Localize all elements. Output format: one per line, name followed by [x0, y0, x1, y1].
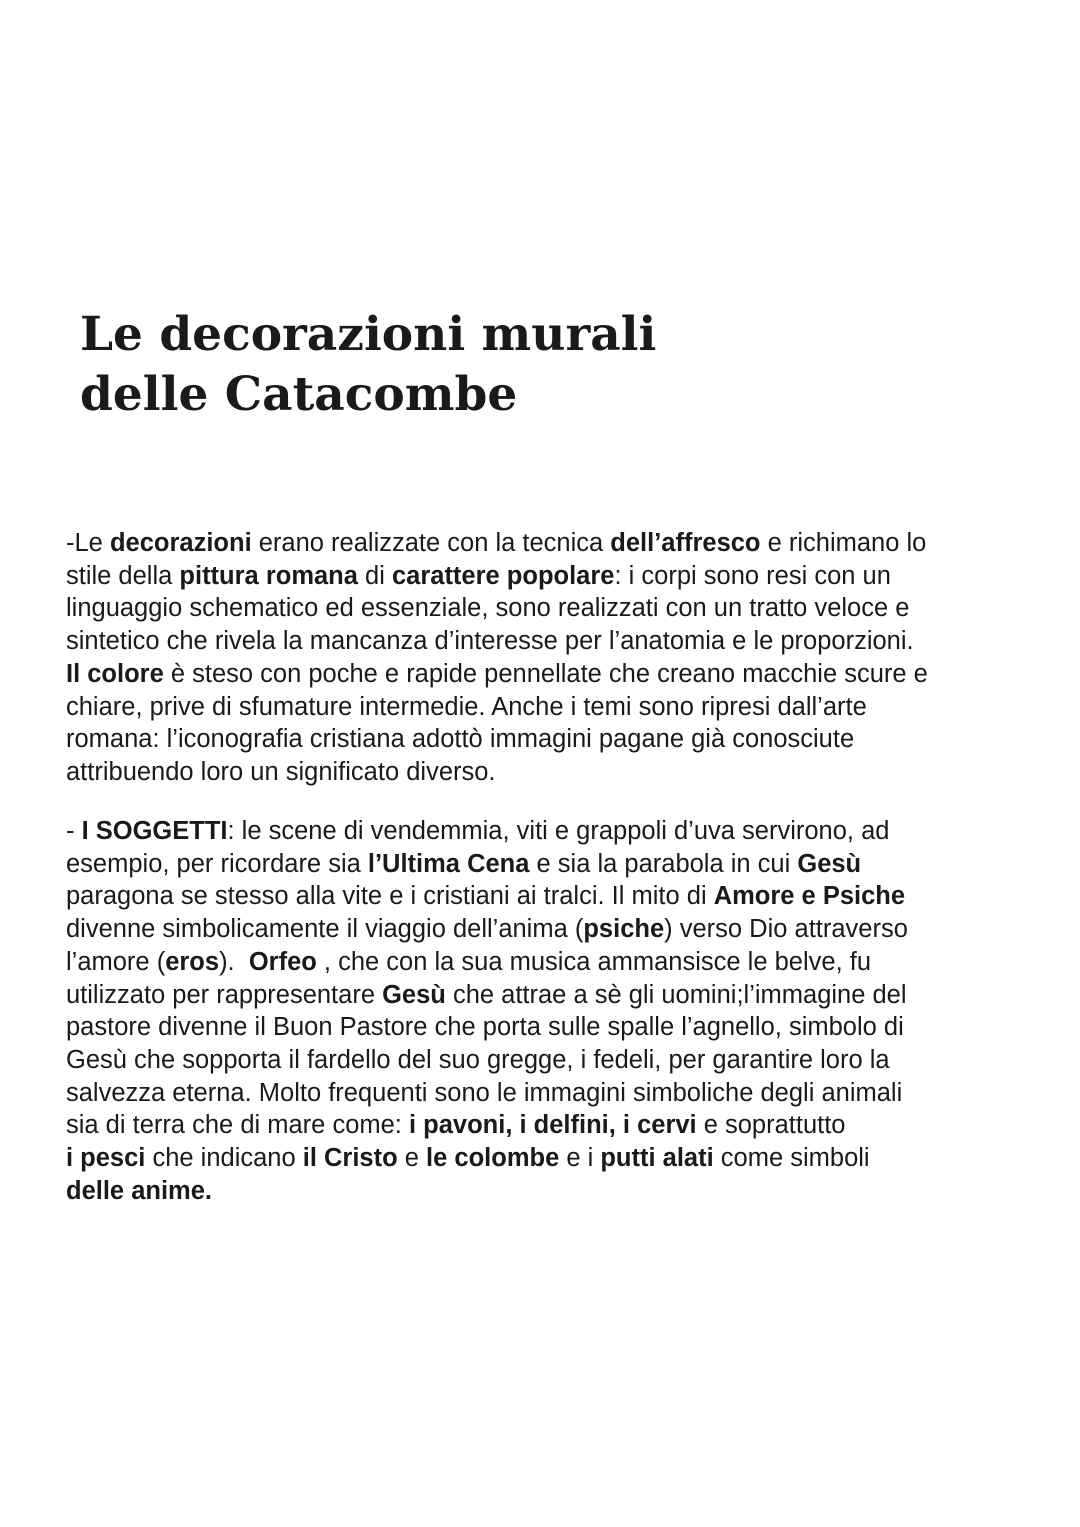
text-line: attribuendo loro un significato diverso.	[66, 757, 496, 786]
bold-term: carattere popolare	[391, 561, 615, 590]
bold-term: i pesci	[66, 1144, 146, 1173]
text-line: pastore divenne il Buon Pastore che porta sulle spalle l’agnello, simbolo di	[66, 1013, 904, 1042]
paragraph-decorazioni	[66, 527, 1026, 789]
page-title	[80, 305, 656, 425]
bold-term: dell’affresco	[610, 529, 761, 557]
text-line: -Le decorazioni erano realizzate con la tecnica dell’affresco e richimano lo	[66, 529, 927, 557]
text-line: l’amore (eros). Orfeo , che con la sua musica ammansisce le belve, fu	[66, 947, 872, 976]
text-line: sintetico che rivela la mancanza d’interesse per l’anatomia e le proporzioni.	[66, 627, 914, 656]
bold-term: le colombe	[426, 1144, 560, 1173]
text-line: utilizzato per rappresentare Gesù che attrae a sè gli uomini;l’immagine del	[66, 980, 907, 1009]
title-line-1: Le decorazioni murali	[80, 307, 657, 362]
paragraph-soggetti	[66, 815, 1026, 1207]
bold-term: putti alati	[600, 1144, 714, 1173]
text-line: stile della pittura romana di carattere popolare: i corpi sono resi con un	[66, 561, 891, 590]
text-line: salvezza eterna. Molto frequenti sono le immagini simboliche degli animali	[66, 1078, 903, 1107]
bold-term: delle anime.	[66, 1176, 212, 1205]
bold-term: pittura romana	[179, 561, 358, 590]
text-line: chiare, prive di sfumature intermedie. Anche i temi sono ripresi dall’arte	[66, 692, 867, 721]
text-line: romana: l’iconografia cristiana adottò immagini pagane già conosciute	[66, 725, 855, 754]
bold-term: Amore e Psiche	[713, 882, 906, 911]
bold-term: Orfeo	[248, 947, 317, 976]
text-line: esempio, per ricordare sia l’Ultima Cena e sia la parabola in cui Gesù	[66, 849, 862, 878]
bold-term: I SOGGETTI	[81, 817, 228, 845]
bold-term: Gesù	[797, 849, 862, 878]
bold-term: Gesù	[382, 980, 446, 1009]
bold-term: psiche	[583, 915, 665, 944]
bold-term: il Cristo	[302, 1144, 398, 1173]
bold-term: l’Ultima Cena	[367, 849, 530, 878]
text-line: paragona se stesso alla vite e i cristiani ai tralci. Il mito di Amore e Psiche	[66, 882, 906, 911]
bold-term: i pavoni, i delfini, i cervi	[408, 1111, 697, 1140]
text-line: Il colore è steso con poche e rapide pennellate che creano macchie scure e	[66, 659, 928, 688]
title-line-2: delle Catacombe	[80, 367, 518, 422]
bold-term: eros	[165, 947, 220, 976]
text-line: i pesci che indicano il Cristo e le colombe e i putti alati come simboli	[66, 1144, 870, 1173]
text-line: sia di terra che di mare come: i pavoni, i delfini, i cervi e soprattutto	[66, 1111, 846, 1140]
text-line: Gesù che sopporta il fardello del suo gregge, i fedeli, per garantire loro la	[66, 1045, 890, 1074]
text-line: divenne simbolicamente il viaggio dell’anima (psiche) verso Dio attraverso	[66, 915, 908, 944]
text-line: linguaggio schematico ed essenziale, sono realizzati con un tratto veloce e	[66, 594, 910, 623]
bold-term: Il colore	[66, 659, 164, 688]
text-line	[66, 1175, 1026, 1208]
bold-term: decorazioni	[109, 529, 252, 557]
text-line: - I SOGGETTI: le scene di vendemmia, viti e grappoli d’uva servirono, ad	[66, 817, 890, 845]
